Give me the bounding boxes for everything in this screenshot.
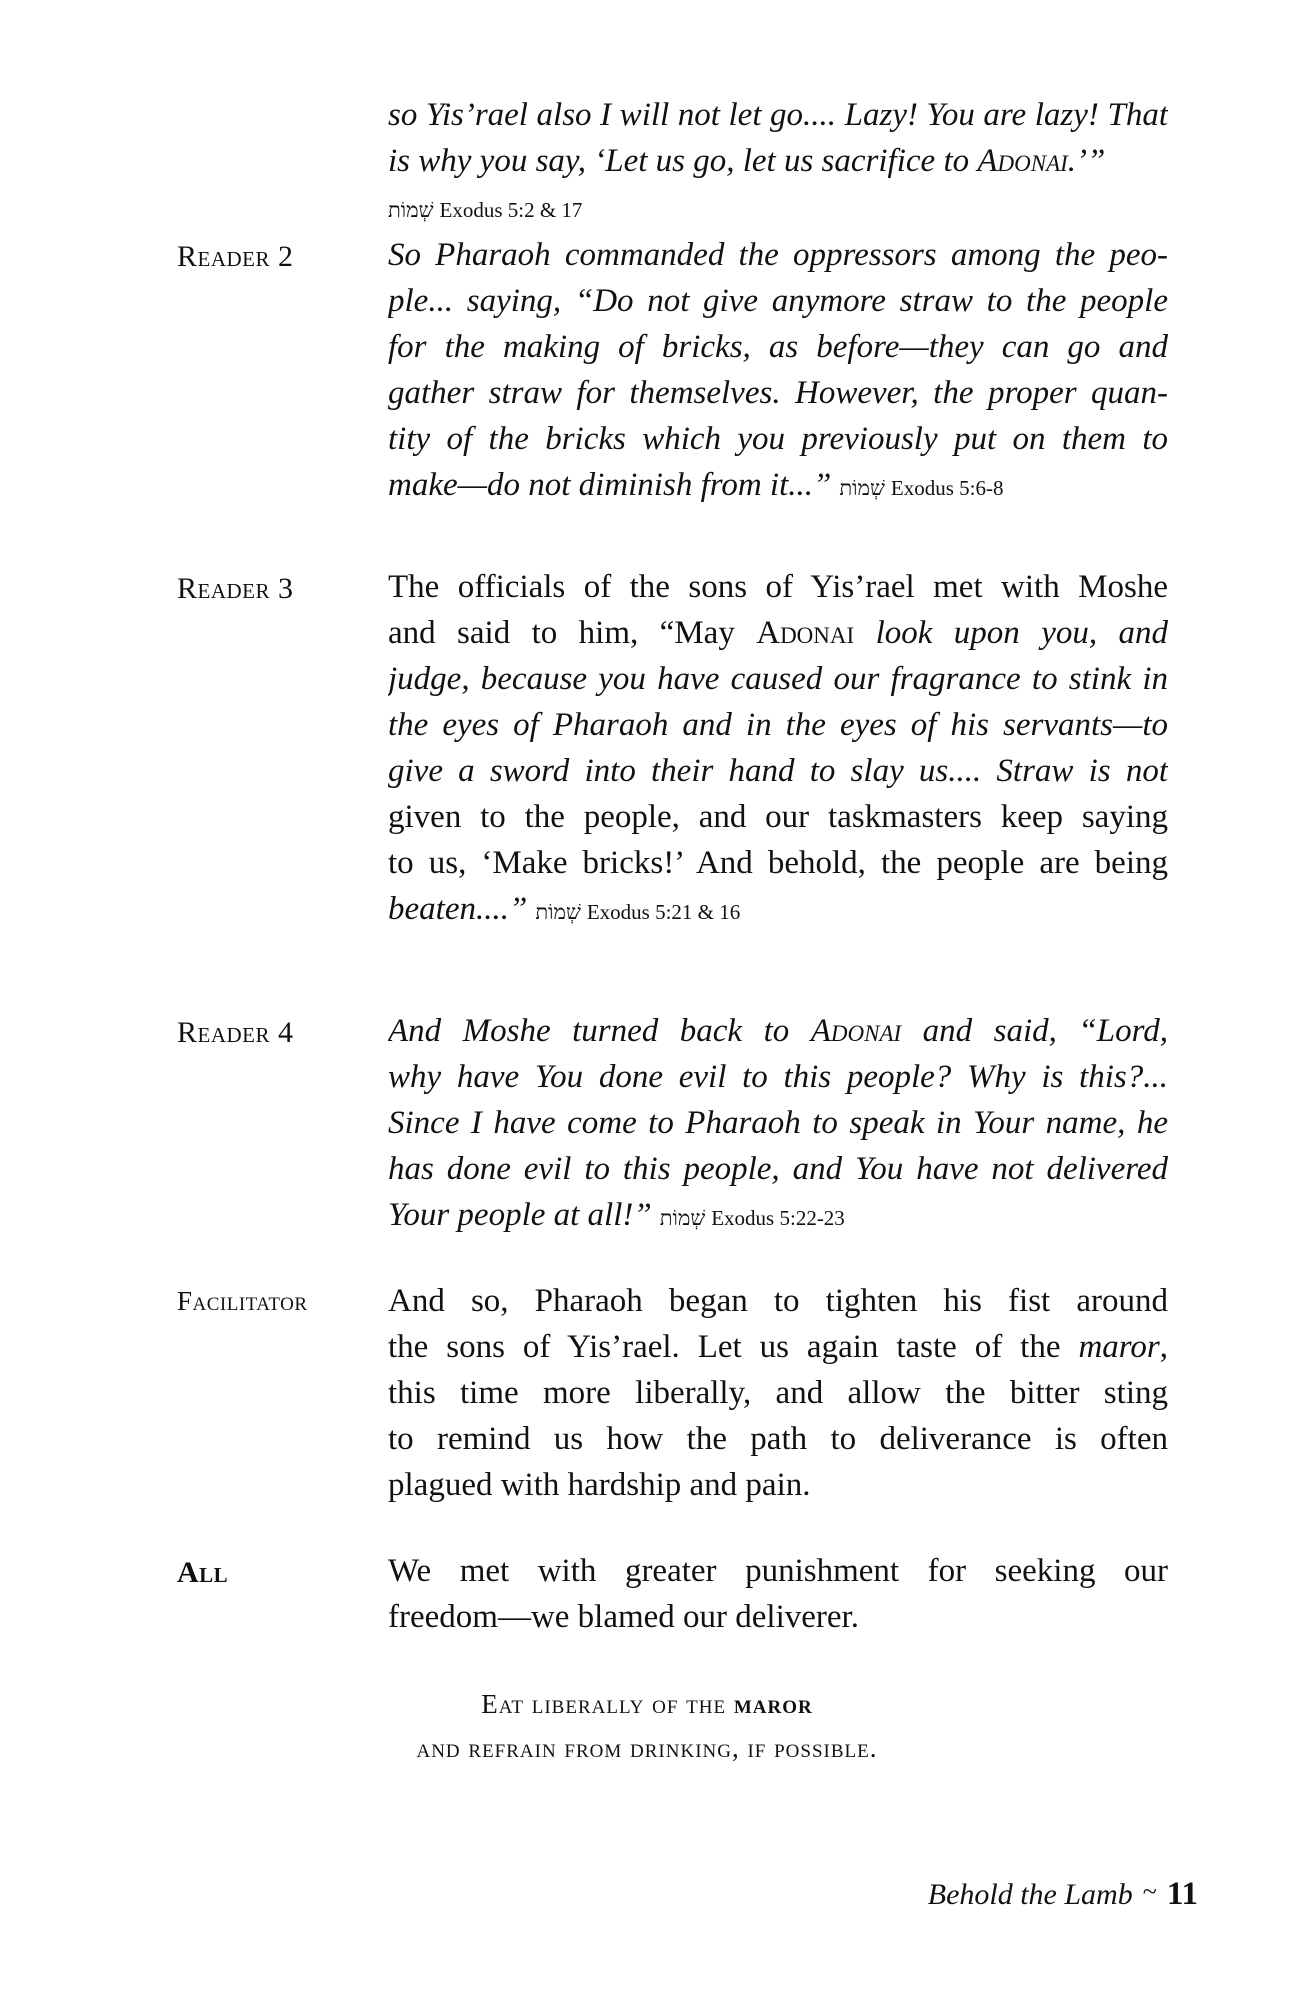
text-line: And Moshe turned back to Adonai and said, “Lord, (388, 1013, 1168, 1049)
text-line: so Yis’rael also I will not let go.... Lazy! You are lazy! That (388, 97, 1168, 133)
divine-name: Adonai (810, 1013, 902, 1049)
text-line: why have You done evil to this people? Why is this?... (388, 1059, 1168, 1095)
text-line: freedom—we blamed our deliverer. (388, 1599, 859, 1635)
hebrew-book-name: שְׁמוֹת (535, 900, 581, 924)
reader-2-text (388, 232, 1168, 508)
text-line: is why you say, ‘Let us go, let us sacrifice to Adonai.’” (388, 143, 1106, 179)
reader-3-text (388, 564, 1168, 932)
text-line: And so, Pharaoh began to tighten his fist around (388, 1283, 1168, 1319)
text-line: the sons of Yis’rael. Let us again taste of the maror, (388, 1329, 1168, 1365)
text-line: plagued with hardship and pain. (388, 1467, 811, 1503)
reference-text: Exodus 5:21 & 16 (586, 900, 741, 924)
hebrew-book-name: שְׁמוֹת (659, 1206, 706, 1230)
text-line: The officials of the sons of Yis’rael met with Moshe (388, 569, 1168, 605)
text-line: ple... saying, “Do not give anymore straw to the people (388, 283, 1168, 319)
instruction-line: and refrain from drinking, if possible. (416, 1733, 878, 1763)
text-line: beaten....” שְׁמוֹת Exodus 5:21 & 16 (388, 891, 741, 927)
scripture-reference (388, 184, 1168, 230)
text-line: give a sword into their hand to slay us.... Straw is not (388, 753, 1168, 789)
text-line: the eyes of Pharaoh and in the eyes of his servants—to (388, 707, 1168, 743)
page-number: 11 (1166, 1876, 1198, 1912)
speaker-label: Reader 2 (177, 240, 294, 273)
scripture-reference (660, 1206, 845, 1230)
instruction (0, 1682, 1294, 1770)
text-line: make—do not diminish from it...” שְׁמוֹת Exodus 5:6-8 (388, 467, 1004, 503)
text-line: Since I have come to Pharaoh to speak in Your name, he (388, 1105, 1168, 1141)
text-line: tity of the bricks which you previously put on them to (388, 421, 1168, 457)
tilde-separator-icon: ~ (1142, 1877, 1157, 1906)
continuation-text (388, 92, 1168, 230)
speaker-label: Reader 4 (177, 1016, 294, 1049)
all-text (388, 1548, 1168, 1640)
text-line: gather straw for themselves. However, the proper quan- (388, 375, 1168, 411)
page-footer (928, 1876, 1198, 1913)
text-line: this time more liberally, and allow the bitter sting (388, 1375, 1168, 1411)
text-line: for the making of bricks, as before—they can go and (388, 329, 1168, 365)
text-line: and said to him, “May Adonai look upon you, and (388, 615, 1168, 651)
reference-text: Exodus 5:2 & 17 (439, 198, 583, 222)
reader-4-text (388, 1008, 1168, 1238)
maror-term: maror (1078, 1329, 1160, 1365)
facilitator-text (388, 1278, 1168, 1508)
speaker-label: Facilitator (177, 1286, 308, 1316)
divine-name: Adonai (977, 143, 1068, 179)
hebrew-book-name: שְׁמוֹת (839, 476, 885, 500)
text-line: to us, ‘Make bricks!’ And behold, the people are being (388, 845, 1168, 881)
scripture-reference (839, 476, 1003, 500)
text-line: Your people at all!” שְׁמוֹת Exodus 5:22-23 (388, 1197, 845, 1233)
hebrew-book-name: שְׁמוֹת (388, 198, 434, 222)
speaker-label: Reader 3 (177, 572, 294, 605)
scripture-reference (535, 900, 740, 924)
instruction-line: Eat liberally of the maror (481, 1689, 813, 1719)
maror-term: maror (733, 1689, 813, 1719)
text-line: has done evil to this people, and You have not delivered (388, 1151, 1168, 1187)
book-title: Behold the Lamb (927, 1878, 1133, 1911)
reference-text: Exodus 5:22-23 (711, 1206, 845, 1230)
text-line: So Pharaoh commanded the oppressors among the peo- (388, 237, 1168, 273)
text-line: We met with greater punishment for seeking our (388, 1553, 1168, 1589)
text-line: given to the people, and our taskmasters keep saying (388, 799, 1168, 835)
text-line: to remind us how the path to deliverance is often (388, 1421, 1168, 1457)
speaker-label: All (177, 1556, 229, 1589)
divine-name: Adonai (756, 615, 855, 651)
text-line: judge, because you have caused our fragrance to stink in (388, 661, 1168, 697)
reference-text: Exodus 5:6-8 (890, 476, 1004, 500)
